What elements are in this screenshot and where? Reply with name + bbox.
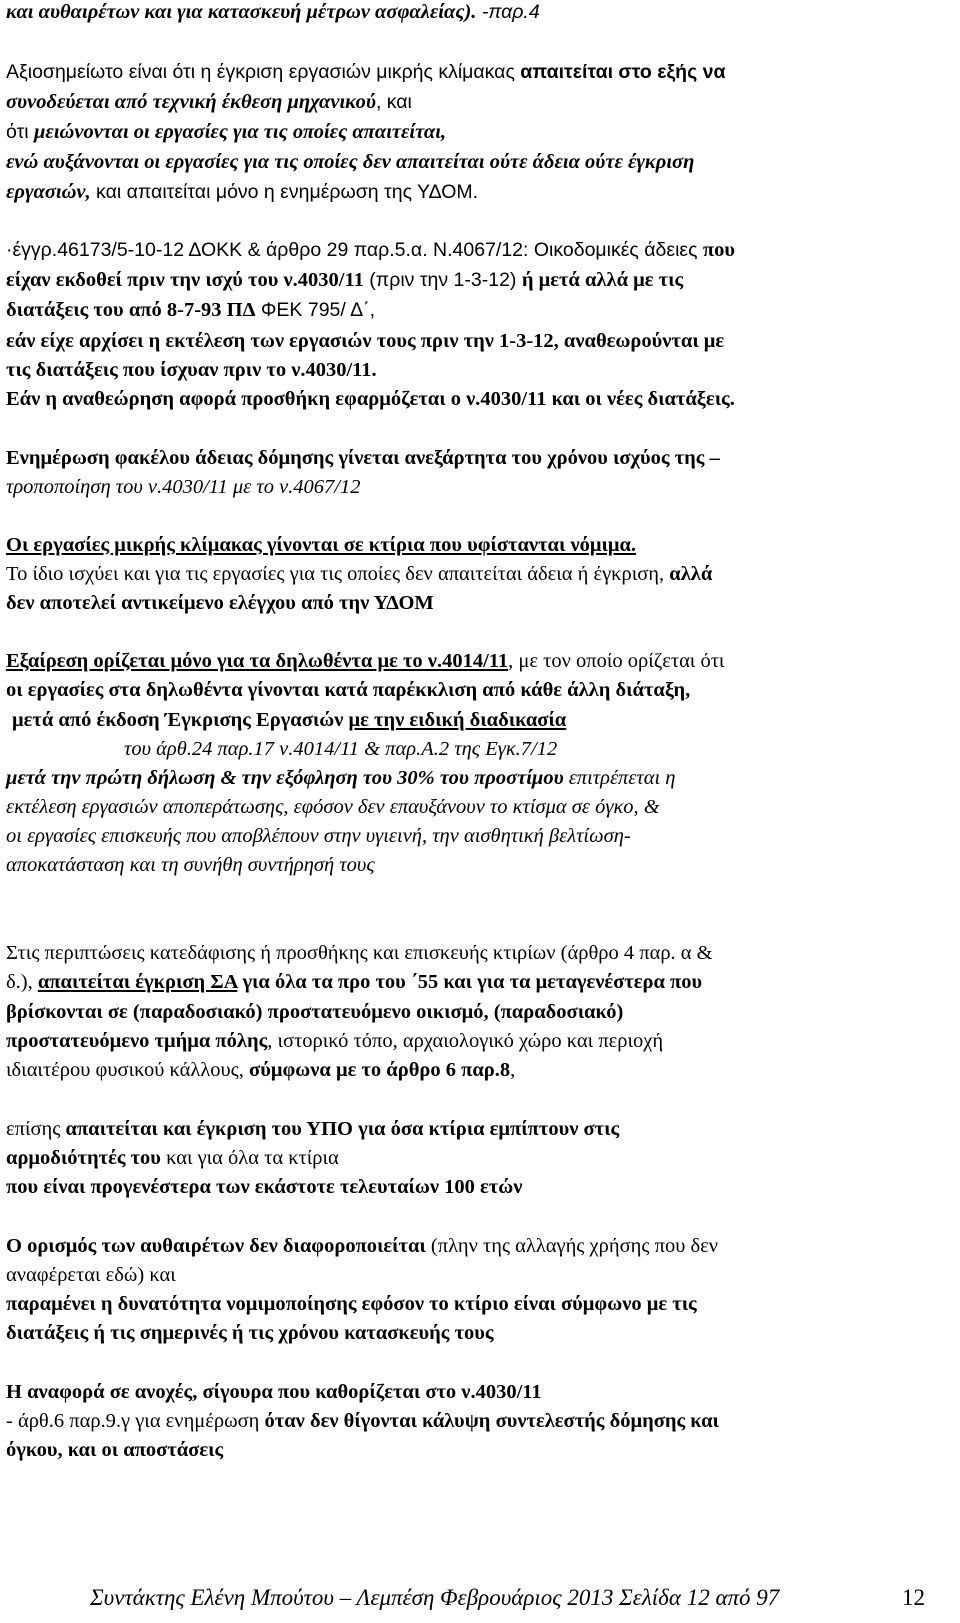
text-run: εργασιών,: [6, 181, 91, 203]
text-run: , και: [375, 91, 412, 113]
text-run: και αυθαιρέτων και για κατασκευή μέτρων ασφαλείας).: [6, 1, 477, 23]
text-line: [6, 0, 540, 24]
text-line: Η αναφορά σε ανοχές, σίγουρα που καθορίζεται στο ν.4030/11: [6, 1381, 542, 1403]
text-run: ,: [510, 1059, 516, 1081]
text-run: δ.),: [6, 971, 38, 993]
text-run: και απαιτείται μόνο η ενημέρωση της ΥΔΟΜ.: [90, 181, 479, 203]
text-line: ενώ αυξάνονται οι εργασίες για τις οποίες δεν απαιτείται ούτε άδεια ούτε έγκριση: [6, 151, 695, 173]
text-line: παραμένει η δυνατότητα νομιμοποίησης εφόσον το κτίριο είναι σύμφωνο με τις: [6, 1293, 697, 1315]
text-run: ΦΕΚ 795/ Δ΄,: [255, 299, 376, 321]
text-line: Ενημέρωση φακέλου άδειας δόμησης γίνεται ανεξάρτητα του χρόνου ισχύος της –: [6, 447, 720, 469]
text-run: είχαν εκδοθεί πριν την ισχύ του ν.4030/11: [6, 269, 364, 291]
text-run: Το ίδιο ισχύει και για τις εργασίες για τις οποίες δεν απαιτείται άδεια ή έγκριση,: [6, 563, 670, 585]
text-run: συνοδεύεται από τεχνική έκθεση μηχανικού: [6, 91, 376, 113]
text-line: αναφέρεται εδώ) και: [6, 1264, 176, 1286]
text-run: - άρθ.6 παρ.9.γ για ενημέρωση: [6, 1410, 265, 1432]
text-run: επίσης: [6, 1118, 66, 1140]
text-run: ιδιαιτέρου φυσικού κάλλους,: [6, 1059, 250, 1081]
text-line: τροποποίηση του ν.4030/11 με το ν.4067/12: [6, 476, 361, 498]
text-run: αλλά: [669, 563, 713, 585]
text-run: , με τον οποίο ορίζεται ότι: [508, 650, 725, 672]
text-line: Εάν η αναθεώρηση αφορά προσθήκη εφαρμόζεται ο ν.4030/11 και οι νέες διατάξεις.: [6, 388, 735, 410]
text-line: εκτέλεση εργασιών αποπεράτωσης, εφόσον δεν επαυξάνουν το κτίσμα σε όγκο, &: [6, 796, 660, 818]
text-line: [6, 298, 375, 322]
text-run: με την ειδική διαδικασία: [348, 709, 567, 731]
text-line: Στις περιπτώσεις κατεδάφισης ή προσθήκης και επισκευής κτιρίων (άρθρο 4 παρ. α &: [6, 942, 713, 964]
text-line: [6, 60, 726, 84]
text-run: αρμοδιότητές του: [6, 1147, 161, 1169]
text-line: [6, 766, 675, 790]
text-run: (πριν την 1-3-12): [363, 269, 522, 291]
text-run: απαιτείται στο εξής να: [520, 61, 726, 83]
text-line: οι εργασίες στα δηλωθέντα γίνονται κατά παρέκκλιση από κάθε άλλη διάταξη,: [6, 679, 691, 701]
text-line: [6, 120, 446, 144]
text-run: σύμφωνα με το άρθρο 6 παρ.8: [249, 1059, 511, 1081]
text-run: όταν δεν θίγονται κάλυψη συντελεστής δόμησης και: [264, 1410, 719, 1432]
text-run: Εξαίρεση ορίζεται μόνο για τα δηλωθέντα με το ν.4014/11: [6, 650, 509, 672]
text-line: βρίσκονται σε (παραδοσιακό) προστατευόμενο οικισμό, (παραδοσιακό): [6, 1001, 624, 1023]
text-run: ·έγγρ.46173/5-10-12 ΔΟΚΚ & άρθρο 29 παρ.5.α. Ν.4067/12: Οικοδομικές άδειες: [6, 239, 703, 261]
text-run: επιτρέπεται η: [563, 767, 676, 789]
text-line: διατάξεις ή τις σημερινές ή τις χρόνου κατασκευής τους: [6, 1322, 494, 1344]
text-line: [6, 1117, 619, 1141]
text-run: Ο ορισμός των αυθαιρέτων δεν διαφοροποιείται: [6, 1235, 426, 1257]
text-line: [6, 649, 724, 673]
text-line: όγκου, και οι αποστάσεις: [6, 1439, 224, 1461]
text-line: [6, 268, 683, 292]
page-number: 12: [902, 1585, 925, 1610]
text-line: [6, 90, 412, 114]
text-run: μετά από έκδοση Έγκρισης Εργασιών: [12, 709, 349, 731]
text-run: μειώνονται οι εργασίες για τις οποίες απαιτείται,: [34, 121, 447, 143]
text-line: εάν είχε αρχίσει η εκτέλεση των εργασιών τους πριν την 1-3-12, αναθεωρούνται με: [6, 330, 725, 352]
text-run: απαιτείται και έγκριση του ΥΠΟ για όσα κτίρια εμπίπτουν στις: [65, 1118, 620, 1140]
text-line: [12, 708, 566, 732]
text-line: Οι εργασίες μικρής κλίμακας γίνονται σε κτίρια που υφίστανται νόμιμα.: [6, 534, 637, 556]
text-line: αποκατάσταση και τη συνήθη συντήρησή τους: [6, 854, 375, 876]
text-run: απαιτείται έγκριση ΣΑ: [37, 971, 238, 993]
text-line: [6, 238, 735, 262]
text-line: [6, 180, 478, 204]
text-line: [6, 970, 702, 994]
text-run: και για όλα τα κτίρια: [160, 1147, 339, 1169]
text-line: οι εργασίες επισκευής που αποβλέπουν στην υγιεινή, την αισθητική βελτίωση-: [6, 825, 631, 847]
text-run: ή μετά αλλά με τις: [521, 269, 684, 291]
text-line: του άρθ.24 παρ.17 ν.4014/11 & παρ.Α.2 της Εγκ.7/12: [124, 738, 558, 760]
text-run: ότι: [6, 121, 35, 143]
text-run: μετά την πρώτη δήλωση & την εξόφληση του 30% του προστίμου: [6, 767, 564, 789]
text-run: , ιστορικό τόπο, αρχαιολογικό χώρο και περιοχή: [267, 1030, 664, 1052]
text-run: που: [702, 239, 736, 261]
text-line: [6, 1234, 718, 1258]
text-run: για όλα τα προ του ΄55 και για τα μεταγενέστερα που: [237, 971, 703, 993]
text-run: (πλην της αλλαγής χρήσης που δεν: [425, 1235, 719, 1257]
text-run: προστατευόμενο τμήμα πόλης: [6, 1030, 268, 1052]
text-line: [6, 562, 712, 586]
text-line: [6, 1029, 663, 1053]
text-line: [6, 1146, 339, 1170]
text-run: διατάξεις του από 8-7-93 ΠΔ: [6, 299, 256, 321]
text-line: [6, 1058, 515, 1082]
text-line: τις διατάξεις που ίσχυαν πριν το ν.4030/11.: [6, 359, 377, 381]
page-footer: Συντάκτης Ελένη Μπούτου – Λεμπέση Φεβρουάριος 2013 Σελίδα 12 από 97: [90, 1585, 780, 1610]
text-run: -παρ.4: [476, 1, 540, 23]
text-line: δεν αποτελεί αντικείμενο ελέγχου από την ΥΔΟΜ: [6, 592, 434, 614]
text-run: Αξιοσημείωτο είναι ότι η έγκριση εργασιών μικρής κλίμακας: [6, 61, 521, 83]
text-line: [6, 1409, 719, 1433]
text-line: που είναι προγενέστερα των εκάστοτε τελευταίων 100 ετών: [6, 1176, 523, 1198]
